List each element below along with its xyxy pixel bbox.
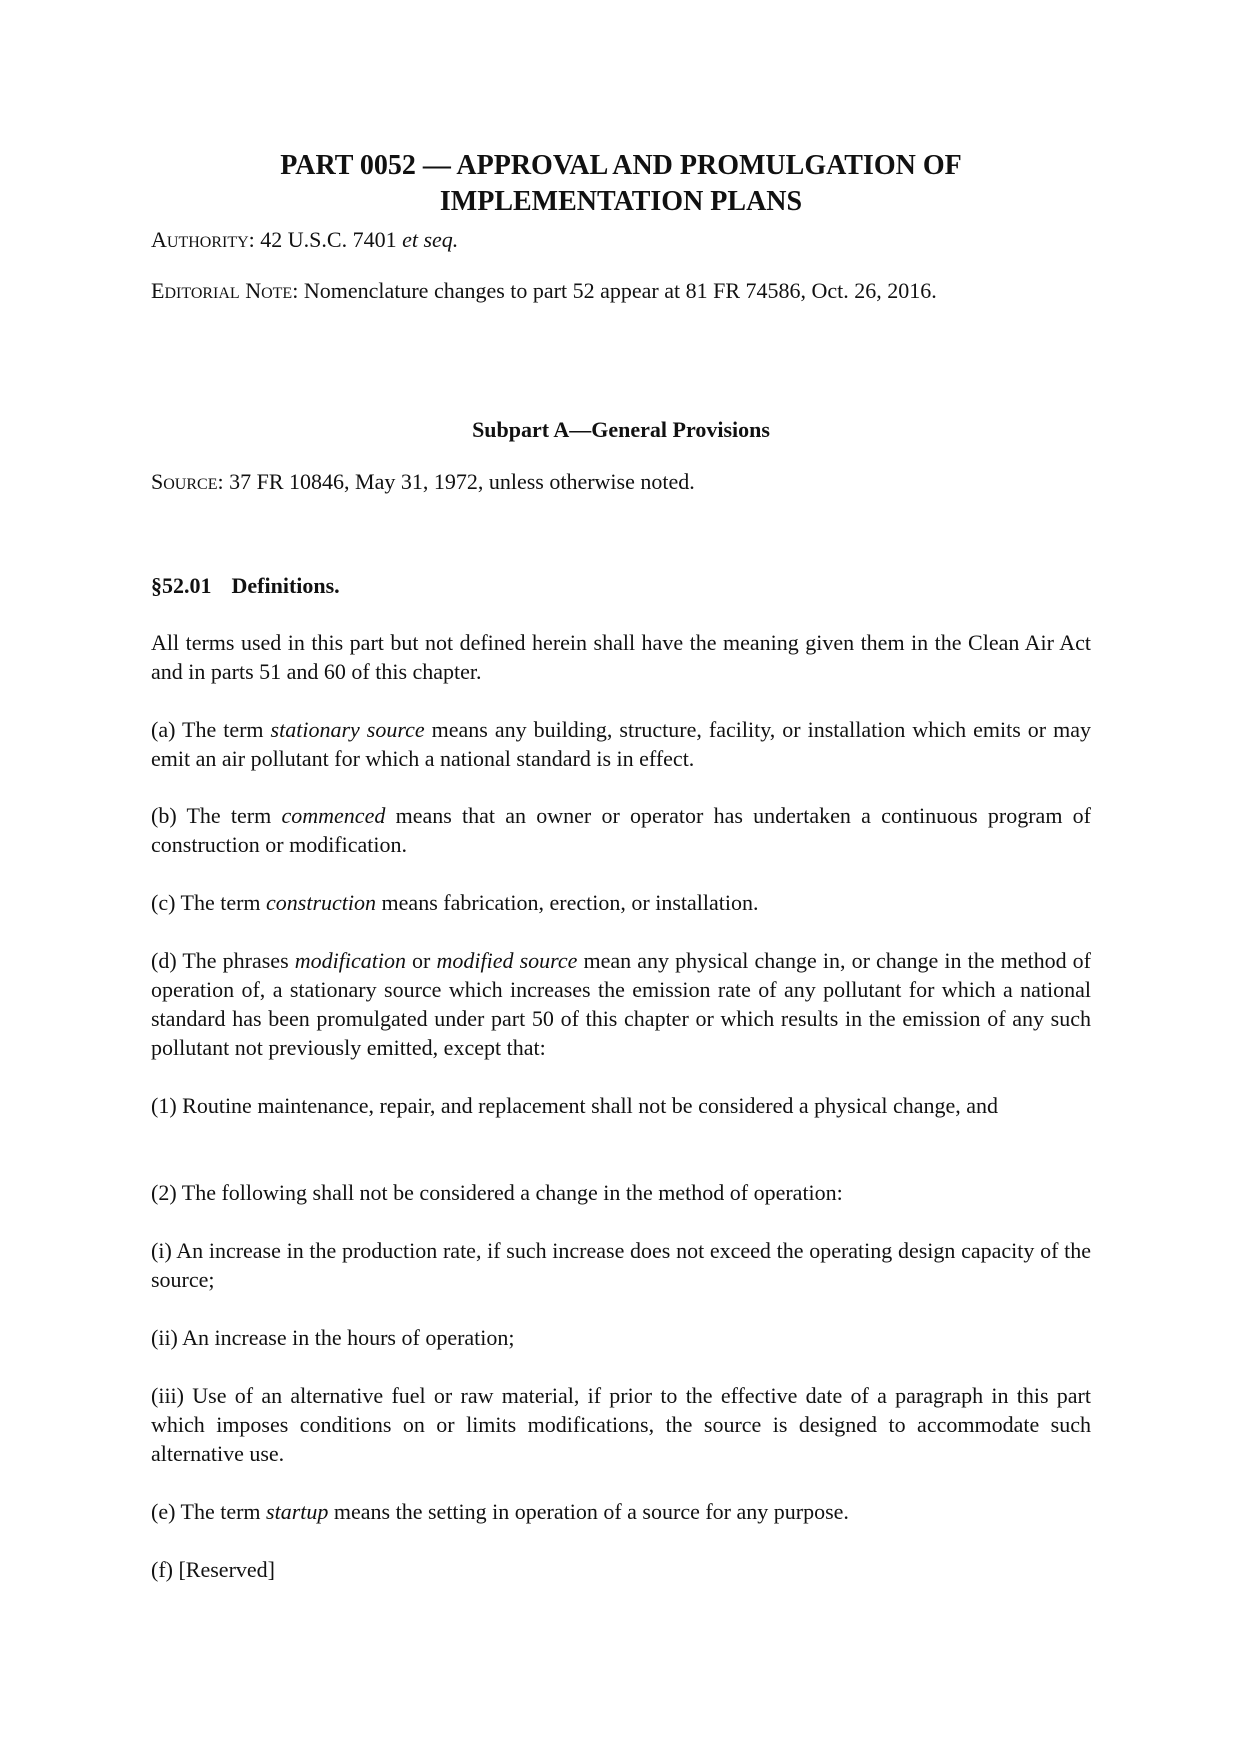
part-title-line-2: IMPLEMENTATION PLANS <box>439 186 803 217</box>
paragraph-f: (f) [Reserved] <box>151 1557 275 1582</box>
paragraph-b: (b) The term commenced means that an owner or operator has undertaken a continuous program of construction or modification. <box>151 803 1091 857</box>
part-title <box>151 148 1091 220</box>
part-title-line-1: PART 0052 — APPROVAL AND PROMULGATION OF <box>280 150 962 181</box>
paragraph-d-2-ii: (ii) An increase in the hours of operation; <box>151 1325 515 1350</box>
editorial-note-text: Nomenclature changes to part 52 appear at 81 FR 74586, Oct. 26, 2016. <box>298 278 937 303</box>
paragraph-d-2-iii: (iii) Use of an alternative fuel or raw material, if prior to the effective date of a paragraph in this part which imposes conditions on or limits modifications, the source is designed to accommodate such alternative use. <box>151 1383 1091 1466</box>
authority-et-seq: et seq. <box>402 227 459 252</box>
section-heading <box>151 572 340 600</box>
term-commenced: commenced <box>281 803 386 828</box>
paragraph-e: (e) The term startup means the setting in operation of a source for any purpose. <box>151 1499 849 1524</box>
term-construction: construction <box>266 890 377 915</box>
term-modification: modification <box>294 948 406 973</box>
section-title: Definitions. <box>231 573 340 598</box>
section-number: §52.01 <box>151 573 212 598</box>
term-startup: startup <box>266 1499 329 1524</box>
term-stationary-source: stationary source <box>270 717 425 742</box>
paragraph-a: (a) The term stationary source means any building, structure, facility, or installation which emits or may emit an air pollutant for which a national standard is in effect. <box>151 717 1091 771</box>
authority-line: AUTHORITY: 42 U.S.C. 7401 et seq. <box>151 227 459 252</box>
subpart-heading: Subpart A—General Provisions <box>472 417 770 442</box>
source-line: SOURCE: 37 FR 10846, May 31, 1972, unless otherwise noted. <box>151 469 695 494</box>
paragraph-d-1: (1) Routine maintenance, repair, and replacement shall not be considered a physical change, and <box>151 1093 998 1118</box>
paragraph-c: (c) The term construction means fabrication, erection, or installation. <box>151 890 759 915</box>
paragraph-d: (d) The phrases modification or modified source mean any physical change in, or change in the method of operation of, a stationary source which increases the emission rate of any pollutant for which a national standard has been promulgated under part 50 of this chapter or which results in the emission of any such pollutant not previously emitted, except that: <box>151 948 1092 1060</box>
source-text: 37 FR 10846, May 31, 1972, unless otherwise noted. <box>223 469 695 494</box>
paragraph-d-2: (2) The following shall not be considered a change in the method of operation: <box>151 1180 843 1205</box>
paragraph-intro: All terms used in this part but not defined herein shall have the meaning given them in the Clean Air Act and in parts 51 and 60 of this chapter. <box>151 630 1091 684</box>
term-modified-source: modified source <box>436 948 578 973</box>
paragraph-d-2-i: (i) An increase in the production rate, if such increase does not exceed the operating design capacity of the source; <box>151 1238 1091 1292</box>
editorial-note-line: EDITORIAL NOTE: Nomenclature changes to part 52 appear at 81 FR 74586, Oct. 26, 2016. <box>151 278 937 303</box>
authority-citation: 42 U.S.C. 7401 <box>254 227 403 252</box>
